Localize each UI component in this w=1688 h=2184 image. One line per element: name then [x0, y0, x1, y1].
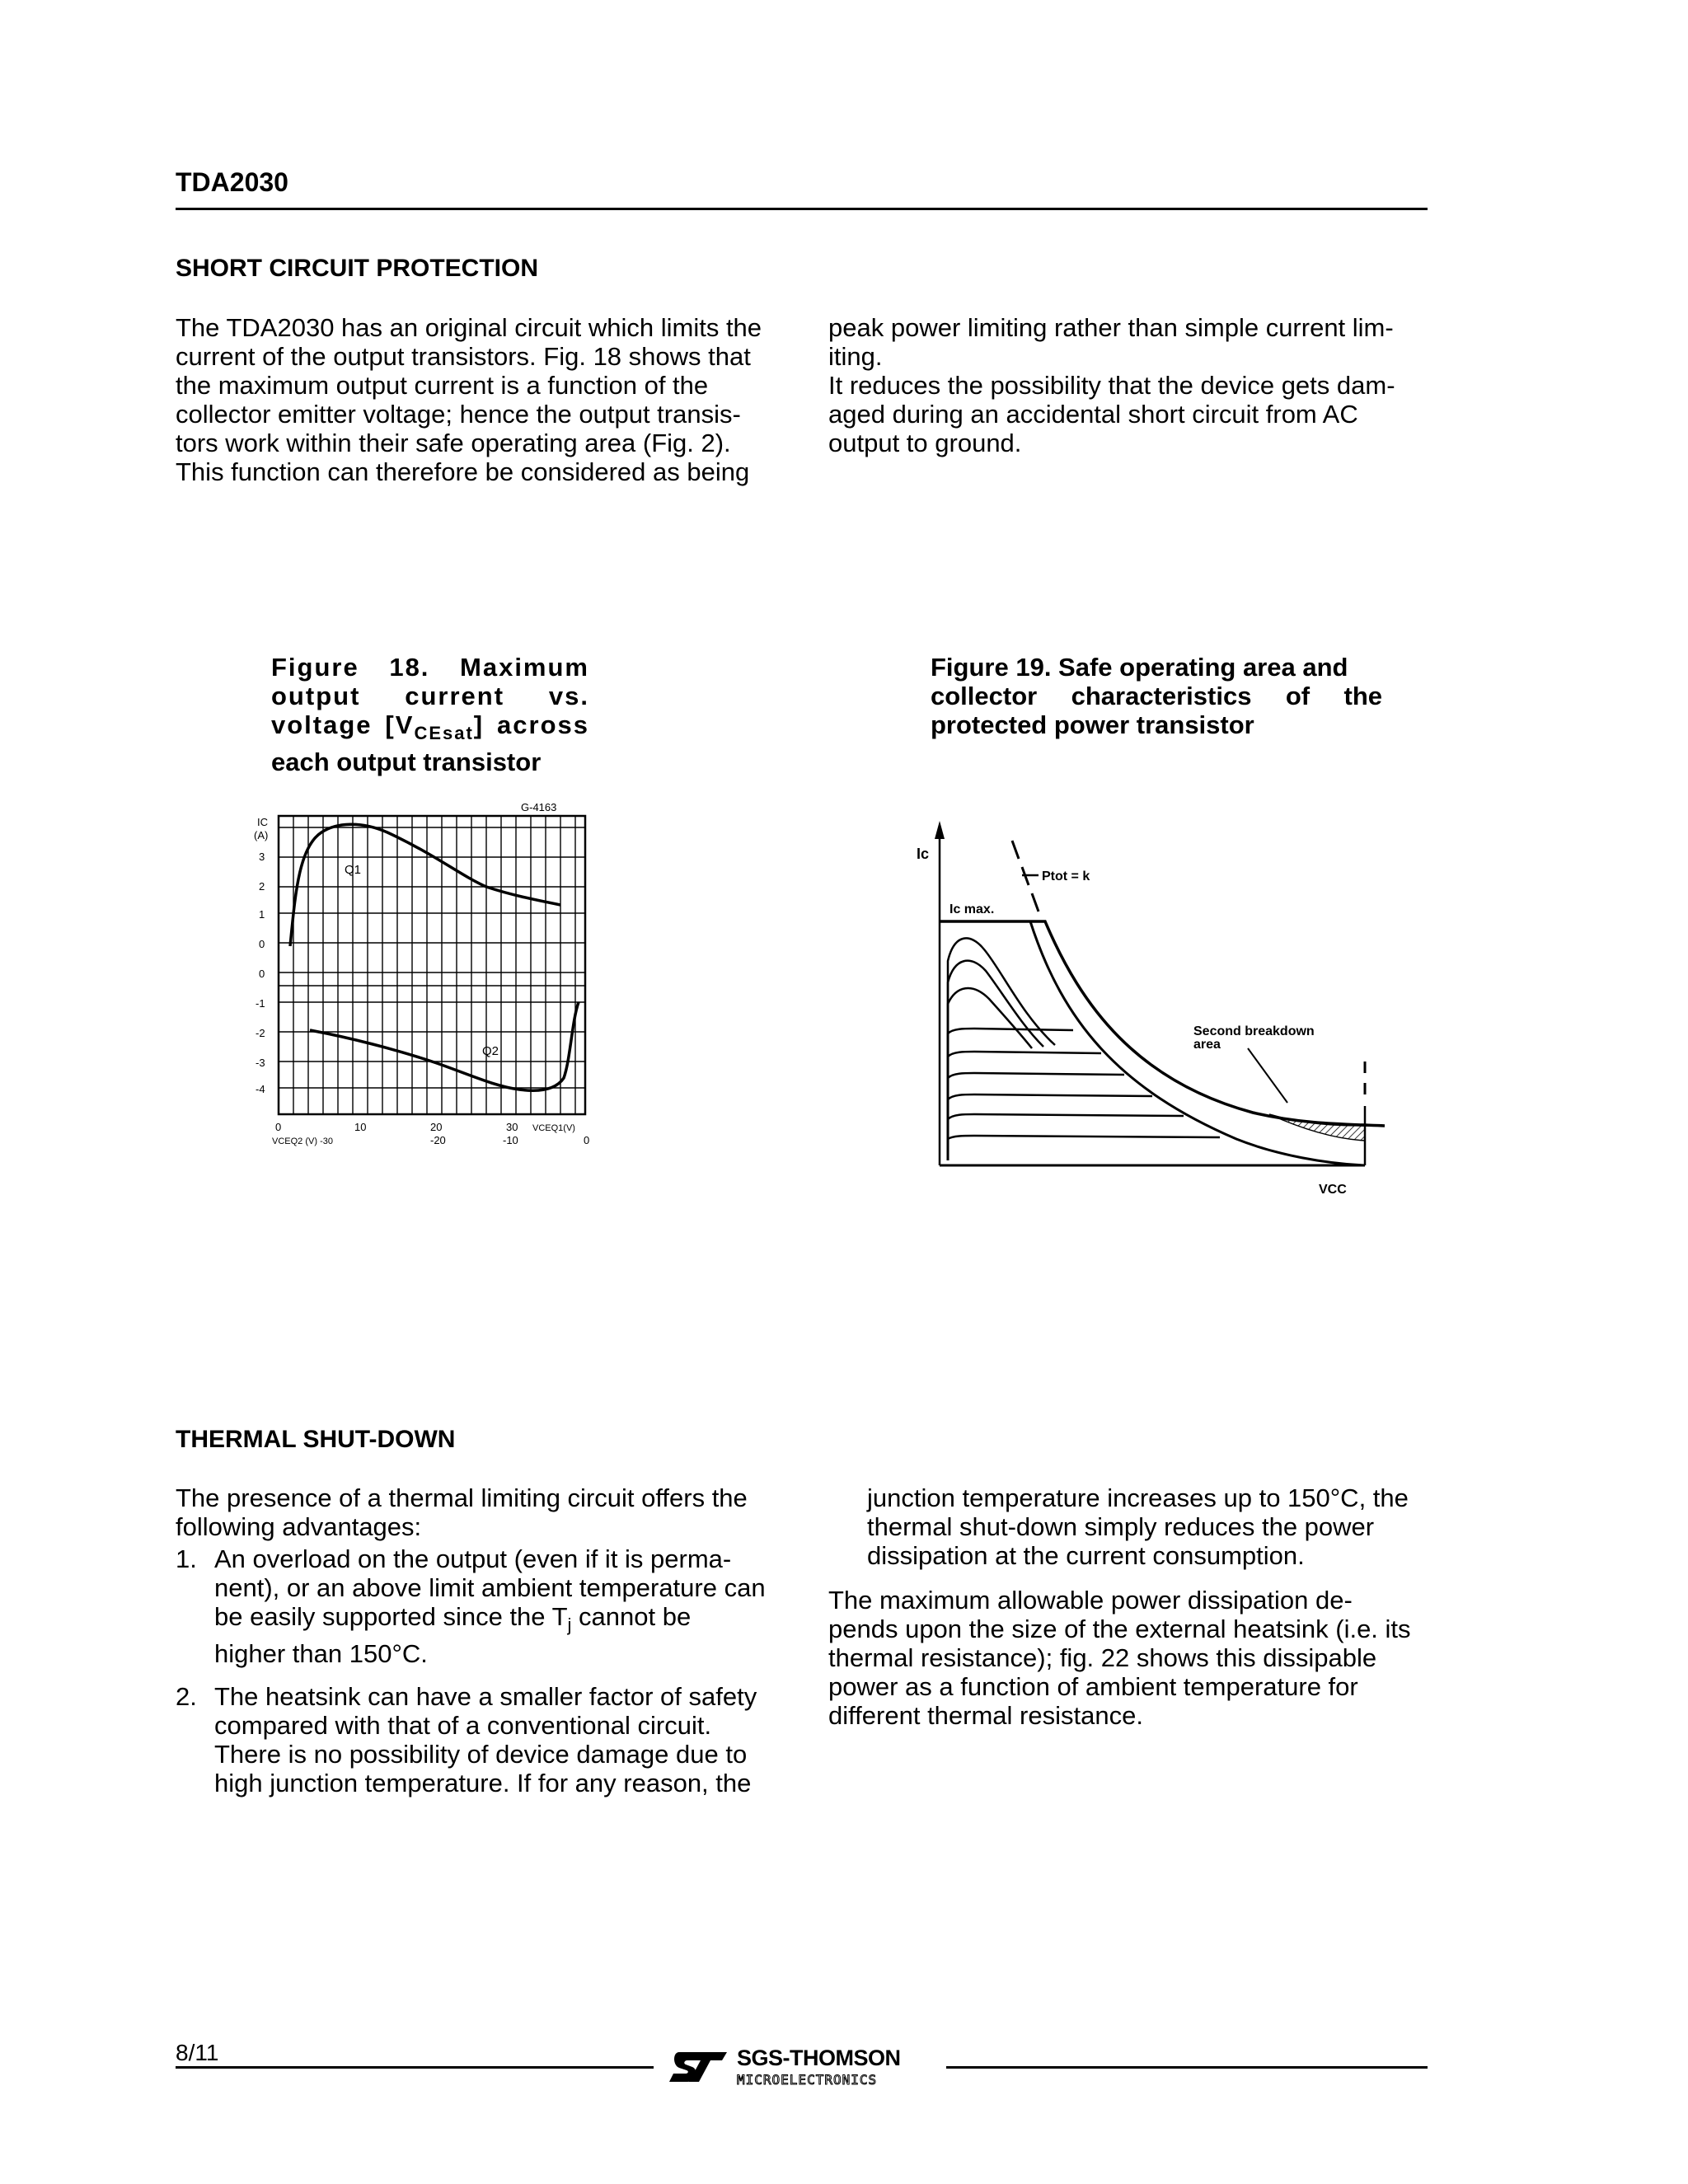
breakdown-label: area — [1193, 1038, 1221, 1052]
text-line: output to ground. — [828, 429, 1022, 457]
text-line: nent), or an above limit ambient temperature can — [214, 1573, 766, 1602]
y-tick: -2 — [256, 1027, 265, 1039]
curve-label-q1: Q1 — [345, 863, 362, 877]
collector-curve — [948, 1136, 1220, 1160]
text-line: power as a function of ambient temperature for — [828, 1672, 1358, 1701]
short-circuit-paragraph-col2 — [828, 313, 1428, 457]
text-line — [214, 1602, 775, 1639]
y-tick: 1 — [259, 908, 265, 921]
text-line: The TDA2030 has an original circuit which limits the — [176, 313, 762, 342]
caption-line: each output transistor — [271, 748, 542, 777]
text-part: be easily supported since the T — [214, 1602, 568, 1631]
text-line: There is no possibility of device damage due to — [214, 1740, 748, 1769]
list-item — [176, 1682, 775, 1797]
figure-19-caption — [931, 653, 1382, 739]
y-tick: -3 — [256, 1057, 265, 1069]
text-line: the maximum output current is a function of the — [176, 371, 709, 400]
breakdown-label: Second breakdown — [1193, 1024, 1315, 1038]
collector-curve — [948, 1073, 1124, 1160]
y-tick: -1 — [256, 997, 265, 1010]
x-tick: 0 — [584, 1134, 590, 1146]
caption-line: collector characteristics of the — [931, 682, 1382, 710]
text-line: junction temperature increases up to 150°C, the — [867, 1483, 1409, 1512]
thermal-intro — [176, 1483, 775, 1541]
list-number: 2. — [176, 1682, 197, 1712]
x-tick: 20 — [430, 1121, 443, 1133]
caption-line — [271, 710, 589, 748]
curve-label-q2: Q2 — [482, 1044, 499, 1058]
x-axis-label-left: VCEQ2 (V) -30 — [272, 1137, 333, 1146]
document-title: TDA2030 — [176, 167, 288, 197]
text-line: This function can therefore be considered as being — [176, 457, 750, 486]
text-line: pends upon the size of the external heatsink (i.e. its — [828, 1615, 1411, 1643]
y-tick: 2 — [259, 880, 265, 893]
company-division: MICROELECTRONICS — [737, 2072, 878, 2088]
y-axis-label: Ic — [917, 846, 930, 862]
thermal-col1 — [176, 1483, 775, 1797]
x-tick: -20 — [430, 1134, 446, 1146]
collector-curve — [948, 1094, 1152, 1160]
curve-q2 — [310, 1002, 579, 1090]
company-logo — [668, 2044, 940, 2093]
list-item — [176, 1544, 775, 1668]
y-axis-unit: (A) — [254, 829, 269, 841]
text-line: thermal resistance); fig. 22 shows this dissipable — [828, 1643, 1377, 1672]
caption-part: ] across — [473, 710, 589, 739]
text-line: tors work within their safe operating area (Fig. 2). — [176, 429, 731, 457]
text-line: The heatsink can have a smaller factor of safety — [214, 1682, 757, 1712]
footer-rule-left — [176, 2066, 654, 2069]
text-line: higher than 150°C. — [214, 1639, 428, 1669]
caption-line: protected power transistor — [931, 710, 1254, 739]
y-tick: 0 — [259, 968, 265, 980]
advantages-list — [176, 1544, 775, 1797]
y-axis-label: IC — [257, 816, 268, 828]
caption-line: Figure 19. Safe operating area and — [931, 653, 1348, 682]
text-line: The presence of a thermal limiting circuit offers the — [176, 1483, 748, 1512]
caption-line: output current vs. — [271, 682, 589, 710]
curves — [290, 824, 579, 1090]
breakdown-pointer — [1248, 1048, 1287, 1103]
collector-curve — [948, 1052, 1101, 1160]
text-line: collector emitter voltage; hence the output transis- — [176, 400, 741, 429]
text-part: cannot be — [571, 1602, 692, 1631]
x-tick: 30 — [506, 1121, 518, 1133]
text-line: iting. — [828, 342, 883, 371]
list-number: 1. — [176, 1544, 197, 1573]
thermal-continuation — [828, 1483, 1428, 1570]
text-line: high junction temperature. If for any reason, the — [214, 1769, 752, 1798]
text-line: thermal shut-down simply reduces the power — [867, 1512, 1375, 1541]
text-line: peak power limiting rather than simple current lim- — [828, 313, 1394, 342]
chart-code-label: G-4163 — [521, 801, 557, 813]
x-tick: 0 — [275, 1121, 282, 1133]
grid — [279, 816, 585, 1114]
thermal-col2 — [828, 1483, 1428, 1730]
figure-19-graph — [907, 818, 1426, 1230]
header-rule — [176, 208, 1428, 210]
x-axis-label-right: VCEQ1(V) — [532, 1123, 575, 1133]
page-number: 8/11 — [176, 2040, 219, 2065]
caption-subscript: CEsat — [414, 723, 474, 744]
figure-18-caption — [271, 653, 589, 776]
y-tick: 3 — [259, 851, 265, 863]
inner-envelope — [940, 921, 1365, 1165]
x-axis-label: VCC — [1319, 1183, 1347, 1197]
text-line: dissipation at the current consumption. — [867, 1541, 1305, 1570]
company-name: SGS-THOMSON — [737, 2046, 901, 2070]
figure-18-graph — [239, 798, 610, 1169]
section-title-thermal-shutdown: THERMAL SHUT-DOWN — [176, 1426, 456, 1453]
dissipation-paragraph — [828, 1586, 1428, 1730]
st-logo-icon — [668, 2049, 729, 2085]
text-line: An overload on the output (even if it is perma- — [214, 1544, 732, 1573]
text-line: current of the output transistors. Fig. 18 shows that — [176, 342, 751, 371]
subscript: j — [567, 1615, 572, 1636]
curve-q1 — [290, 824, 560, 946]
text-line: The maximum allowable power dissipation de- — [828, 1586, 1353, 1615]
y-axis-arrow — [935, 821, 945, 839]
collector-curve — [948, 961, 1043, 1160]
text-line: compared with that of a conventional circuit. — [214, 1711, 712, 1741]
short-circuit-paragraph-col1 — [176, 313, 775, 486]
y-tick: -4 — [256, 1083, 265, 1095]
footer-rule-right — [946, 2066, 1428, 2069]
y-tick: 0 — [259, 938, 265, 950]
caption-line: Figure 18. Maximum — [271, 653, 589, 682]
x-tick: 10 — [354, 1121, 367, 1133]
text-line: following advantages: — [176, 1512, 422, 1541]
text-line: different thermal resistance. — [828, 1701, 1143, 1730]
second-breakdown-hatch — [1269, 1114, 1365, 1141]
text-line: aged during an accidental short circuit from AC — [828, 400, 1358, 429]
collector-curve — [948, 938, 1055, 1160]
ic-max-label: Ic max. — [950, 902, 995, 916]
ptot-label: Ptot = k — [1042, 869, 1090, 883]
section-title-short-circuit: SHORT CIRCUIT PROTECTION — [176, 255, 538, 282]
x-tick: -10 — [503, 1134, 518, 1146]
caption-part: voltage [V — [271, 710, 415, 739]
text-line: It reduces the possibility that the device gets dam- — [828, 371, 1395, 400]
